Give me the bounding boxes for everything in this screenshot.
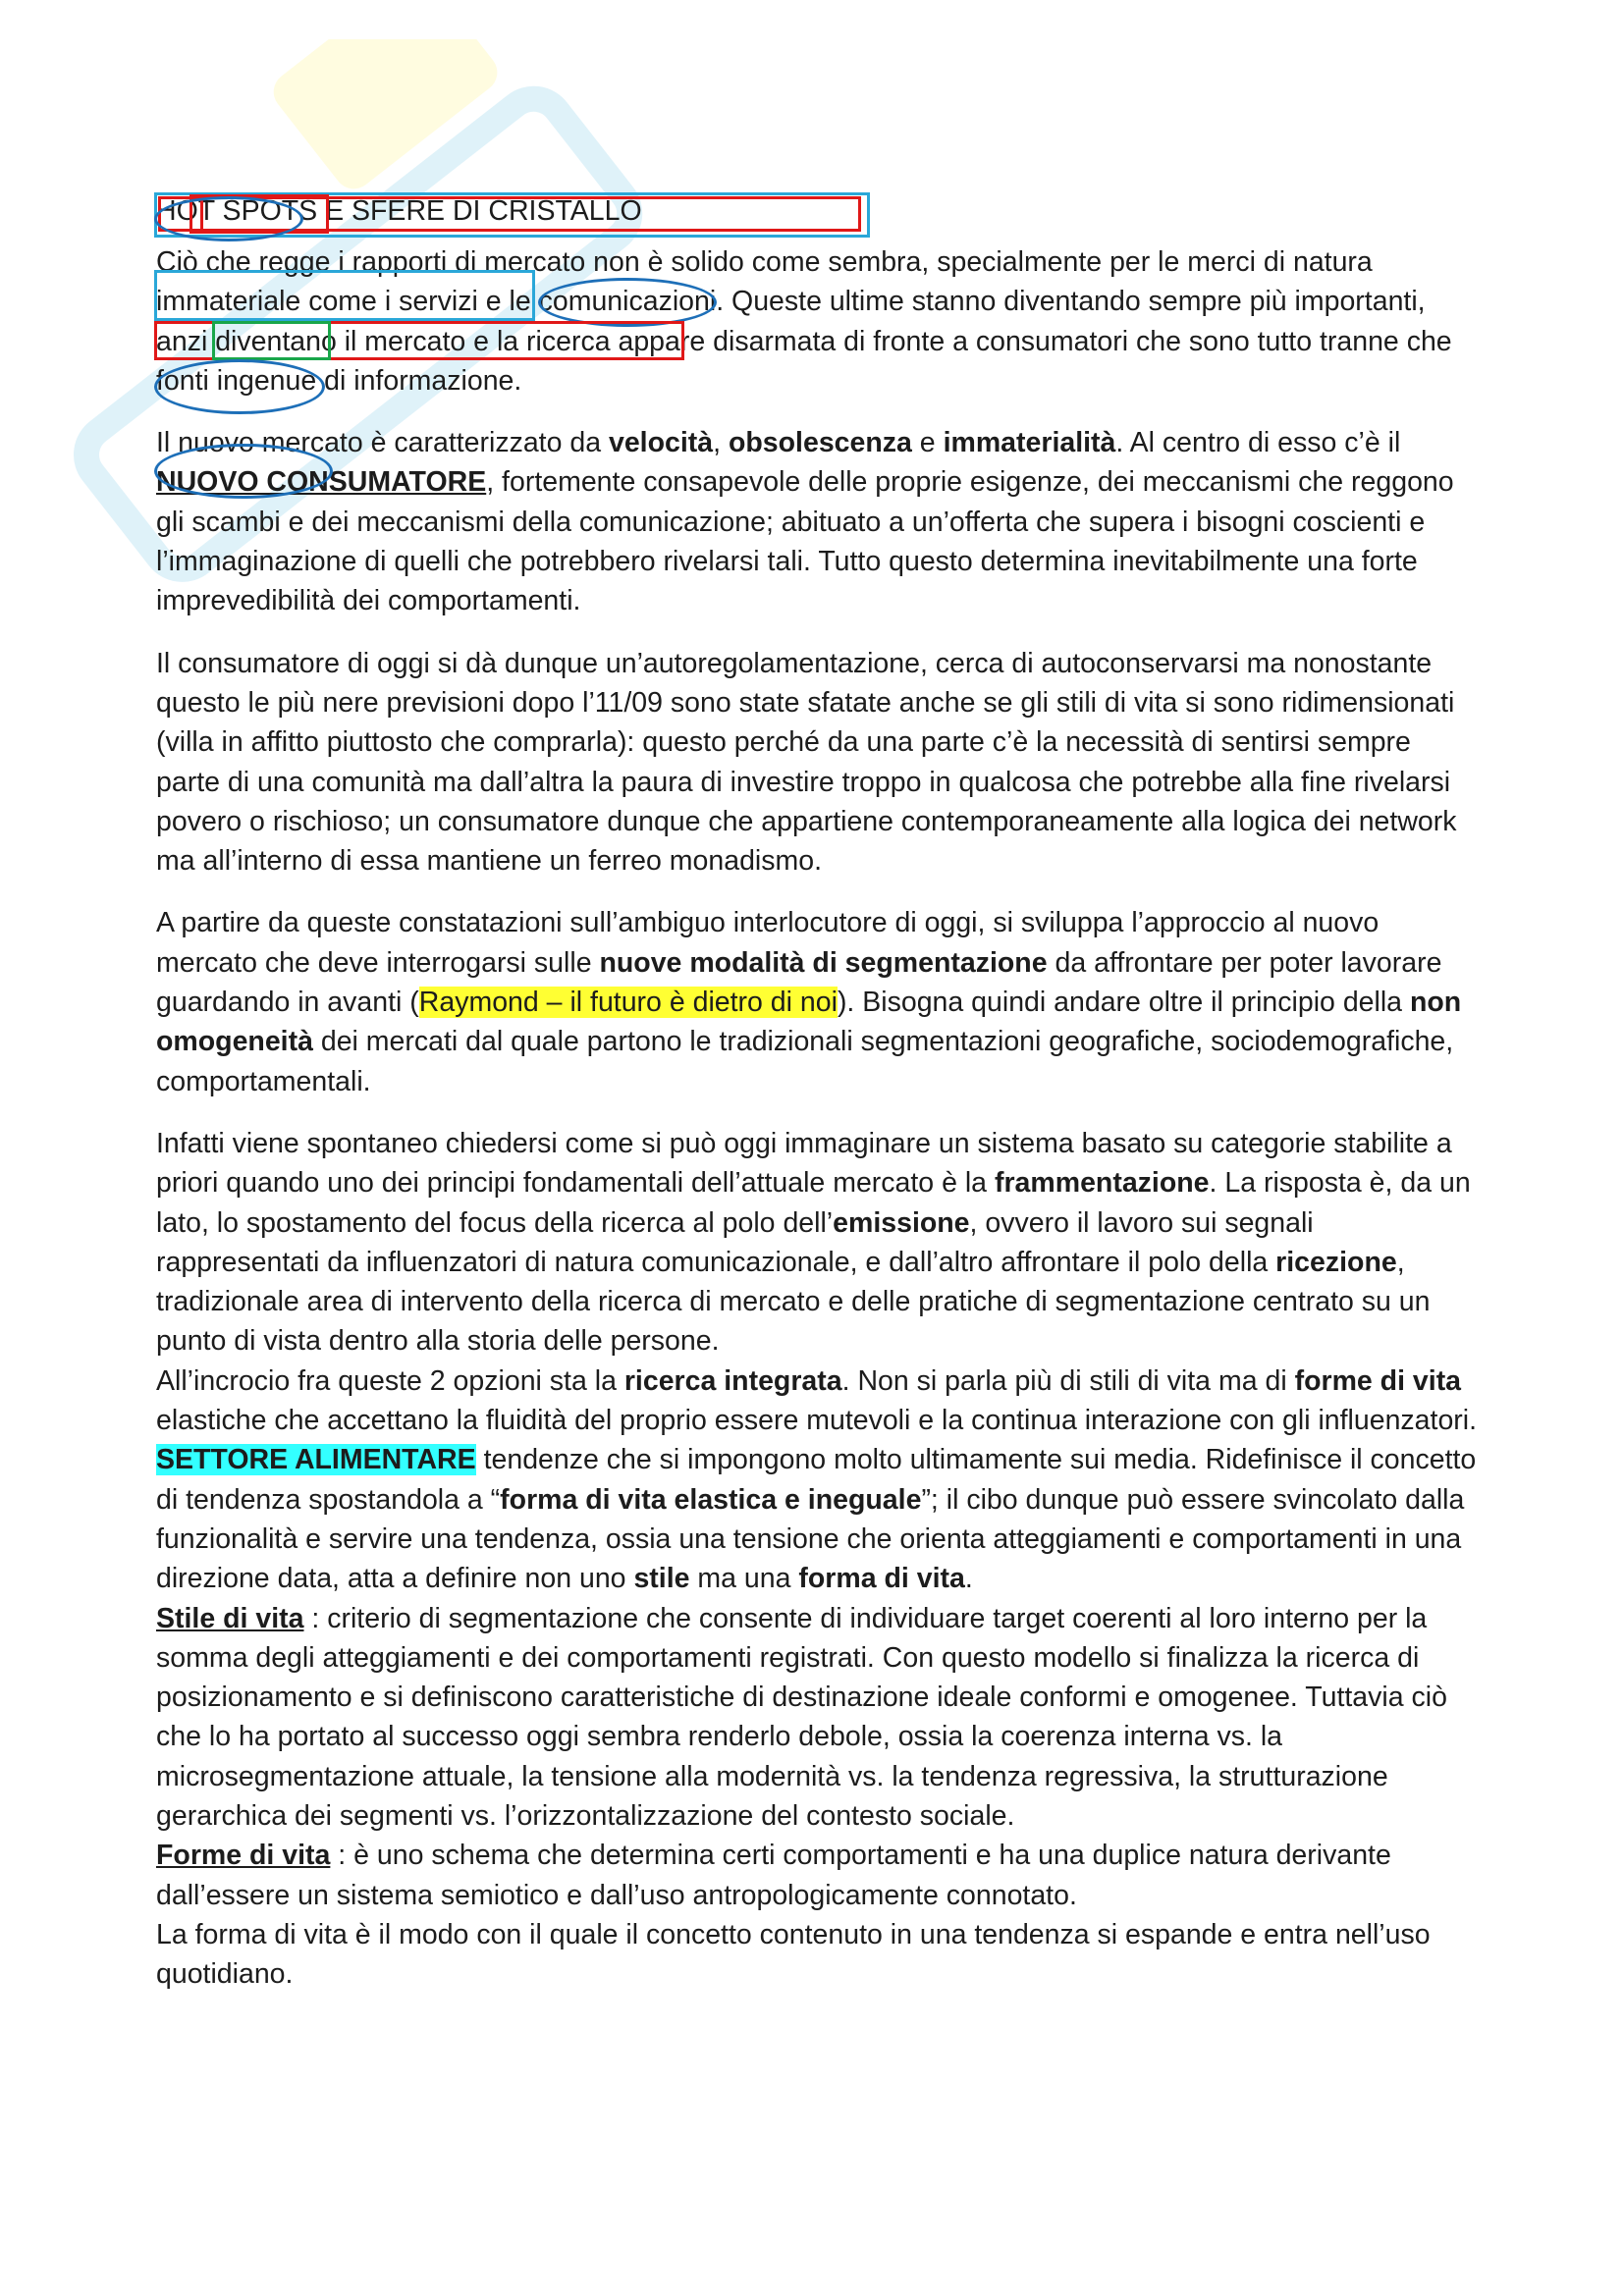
paragraph-9: Forme di vita : è uno schema che determina certi comportamenti e ha una duplice natura derivante dall’essere un sistema semiotico e dall’uso antropologicamente connotato. <box>156 1840 1391 1911</box>
paragraph-3: Il consumatore di oggi si dà dunque un’autoregolamentazione, cerca di autoconservarsi ma nonostante questo le più nere previsioni dopo l’11/09 sono state sfatate anche se gli stili di vita si sono ridimensionati (villa in affitto piuttosto che comprarla): questo perché da una parte c’è la necessità di sentirsi sempre parte di una comunità ma dall’altra la paura di investire troppo in qualcosa che potrebbe alla fine rivelarsi povero o rischioso; un consumatore dunque che appartiene contemporaneamente alla logica dei network ma all’interno di essa mantiene un ferreo monadismo. <box>156 647 1457 878</box>
paragraph-6: All’incrocio fra queste 2 opzioni sta la ricerca integrata. Non si parla più di stili di vita ma di forme di vita elastiche che accettano la fluidità del proprio essere mutevoli e la continua interazione con gli influenzatori. <box>156 1364 1478 1437</box>
paragraph-4: A partire da queste constatazioni sull’ambiguo interlocutore di oggi, si sviluppa l’approccio al nuovo mercato che deve interrogarsi sulle nuove modalità di segmentazione da affrontare per poter lavorare guardando in avanti (Raymond – il futuro è dietro di noi). Bisogna quindi andare oltre il principio della non omogeneità dei mercati dal quale partono le tradizionali segmentazioni geografiche, sociodemografiche, comportamentali. <box>156 907 1462 1097</box>
paragraph-5: Infatti viene spontaneo chiedersi come si può oggi immaginare un sistema basato su categorie stabilite a priori quando uno dei principi fondamentali dell’attuale mercato è la frammentazione. La risposta è, da un lato, lo spostamento del focus della ricerca al polo dell’emissione, ovvero il lavoro sui segnali rappresentati da influenzatori di natura comunicazionale, e dall’altro affrontare il polo della ricezione, tradizionale area di intervento della ricerca di mercato e delle pratiche di segmentazione centrato su un punto di vista dentro alla storia delle persone. <box>156 1127 1471 1358</box>
highlight-yellow: Raymond – il futuro è dietro di noi <box>418 987 838 1019</box>
document-body <box>156 191 1482 1994</box>
paragraph-1: Ciò che regge i rapporti di mercato non è solido come sembra, specialmente per le merci di natura immateriale come i servizi e le comunicazioni. Queste ultime stanno diventando sempre più importanti, anzi diventano il mercato e la ricerca appare disarmata di fronte a consumatori che sono tutto tranne che fonti ingenue di informazione. <box>156 246 1452 397</box>
paragraph-10: La forma di vita è il modo con il quale il concetto contenuto in una tendenza si espande e entra nell’uso quotidiano. <box>156 1918 1431 1991</box>
highlight-cyan: SETTORE ALIMENTARE <box>156 1444 476 1476</box>
paragraph-2: Il nuovo mercato è caratterizzato da velocità, obsolescenza e immaterialità. Al centro di esso c’è il NUOVO CONSUMATORE, fortemente consapevole delle proprie esigenze, dei meccanismi che reggono gli scambi e dei meccanismi della comunicazione; abituato a un’offerta che supera i bisogni coscienti e l’immaginazione di quelli che potrebbero rivelarsi tali. Tutto questo determina inevitabilmente una forte imprevedibilità dei comportamenti. <box>156 427 1454 617</box>
page-title: HOT SPOTS E SFERE DI CRISTALLO <box>156 195 642 227</box>
new-consumer-term: NUOVO CONSUMATORE <box>156 466 487 499</box>
term-stile-di-vita: Stile di vita <box>156 1602 304 1634</box>
paragraph-7: SETTORE ALIMENTARE tendenze che si impongono molto ultimamente sui media. Ridefinisce il concetto di tendenza spostandola a “forma di vita elastica e ineguale”; il cibo dunque può essere svincolato dalla funzionalità e servire una tendenza, ossia una tensione che orienta atteggiamenti e comportamenti in una direzione data, atta a definire non uno stile ma una forma di vita. <box>156 1444 1477 1595</box>
paragraph-8: Stile di vita : criterio di segmentazione che consente di individuare target coerenti al loro interno per la somma degli atteggiamenti e dei comportamenti registrati. Con questo modello si finalizza la ricerca di posizionamento e si definiscono caratteristiche di destinazione ideale conformi e omogenee. Tuttavia ciò che lo ha portato al successo oggi sembra renderlo debole, ossia la coerenza interna vs. la microsegmentazione attuale, la tensione alla modernità vs. la tendenza regressiva, la strutturazione gerarchica dei segmenti vs. l’orizzontalizzazione del contesto sociale. <box>156 1602 1447 1832</box>
term-forme-di-vita: Forme di vita <box>156 1840 331 1872</box>
